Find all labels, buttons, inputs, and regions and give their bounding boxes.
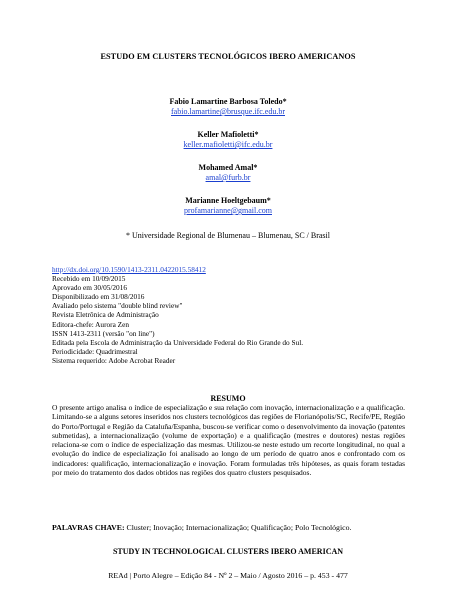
affiliation: * Universidade Regional de Blumenau – Blumenau, SC / Brasil <box>126 231 330 240</box>
meta-line: Recebido em 10/09/2015 <box>52 274 126 284</box>
keywords <box>52 523 422 532</box>
author-3 <box>0 163 456 183</box>
author-email-link[interactable]: fabio.lamartine@brusque.ifc.edu.br <box>171 107 285 116</box>
meta-line: Editada pela Escola de Administração da Universidade Federal do Rio Grande do Sul. <box>52 337 304 347</box>
author-email-link[interactable]: profamarianne@gmail.com <box>184 206 272 215</box>
meta-line: Avaliado pelo sistema "double blind review" <box>52 301 183 311</box>
author-4 <box>0 196 456 216</box>
abstract-heading: RESUMO <box>210 394 246 403</box>
author-name: Keller Mafioletti* <box>197 130 259 139</box>
english-title: STUDY IN TECHNOLOGICAL CLUSTERS IBERO AMERICAN <box>112 547 344 556</box>
keywords-text: Cluster; Inovação; Internacionalização; Qualificação; Polo Tecnológico. <box>126 523 352 532</box>
meta-line: Periodicidade: Quadrimestral <box>52 346 138 356</box>
abstract-text: O presente artigo analisa o índice de especialização e sua relação com inovação, internacionalização e a qualificação. Limitando-se a alguns setores inseridos nos clusters tecnológicos das regiões de Florianópolis/SC, Recife/PE, Região do Porto/Portugal e Região da Cataluña/Espanha, buscou-se verificar como o desenvolvimento da inovação (patentes submetidas), a internacionalização (volume de exportação) e a qualificação (mestres e doutores) nestas regiões relaciona-se com o índice de especialização das mesmas. Utilizou-se neste estudo um recorte longitudinal, no qual a evolução do índice de especialização foi analisado ao longo de um período de quatro anos e confrontado com os indicadores: qualificação, internacionalização e inovação. Foram formuladas três hipóteses, as quais foram testadas por meio do tratamento dos dados obtidos nas regiões dos quatro clusters pesquisados. <box>52 403 405 478</box>
page-footer: REAd | Porto Alegre – Edição 84 - Nº 2 – Maio / Agosto 2016 – p. 453 - 477 <box>108 571 348 580</box>
meta-line: Disponibilizado em 31/08/2016 <box>52 292 145 302</box>
meta-line: Editora-chefe: Aurora Zen <box>52 319 129 329</box>
author-email-link[interactable]: amal@furb.br <box>205 173 251 182</box>
author-name: Marianne Hoeltgebaum* <box>185 196 271 205</box>
author-name: Mohamed Amal* <box>198 163 258 172</box>
meta-line: Revista Eletrônica de Administração <box>52 310 159 320</box>
keywords-label: PALAVRAS CHAVE: <box>52 523 125 532</box>
author-2 <box>0 130 456 150</box>
meta-line: Aprovado em 30/05/2016 <box>52 283 127 293</box>
doi-link[interactable]: http://dx.doi.org/10.1590/1413-2311.0422015.58412 <box>52 265 206 274</box>
meta-line: ISSN 1413-2311 (versão "on line") <box>52 328 155 338</box>
meta-line: Sistema requerido: Adobe Acrobat Reader <box>52 355 176 365</box>
publication-metadata <box>52 265 303 365</box>
author-email-link[interactable]: keller.mafioletti@ifc.edu.br <box>183 140 273 149</box>
paper-title: ESTUDO EM CLUSTERS TECNOLÓGICOS IBERO AMERICANOS <box>100 52 356 61</box>
author-1 <box>0 97 456 117</box>
author-name: Fabio Lamartine Barbosa Toledo* <box>169 97 287 106</box>
